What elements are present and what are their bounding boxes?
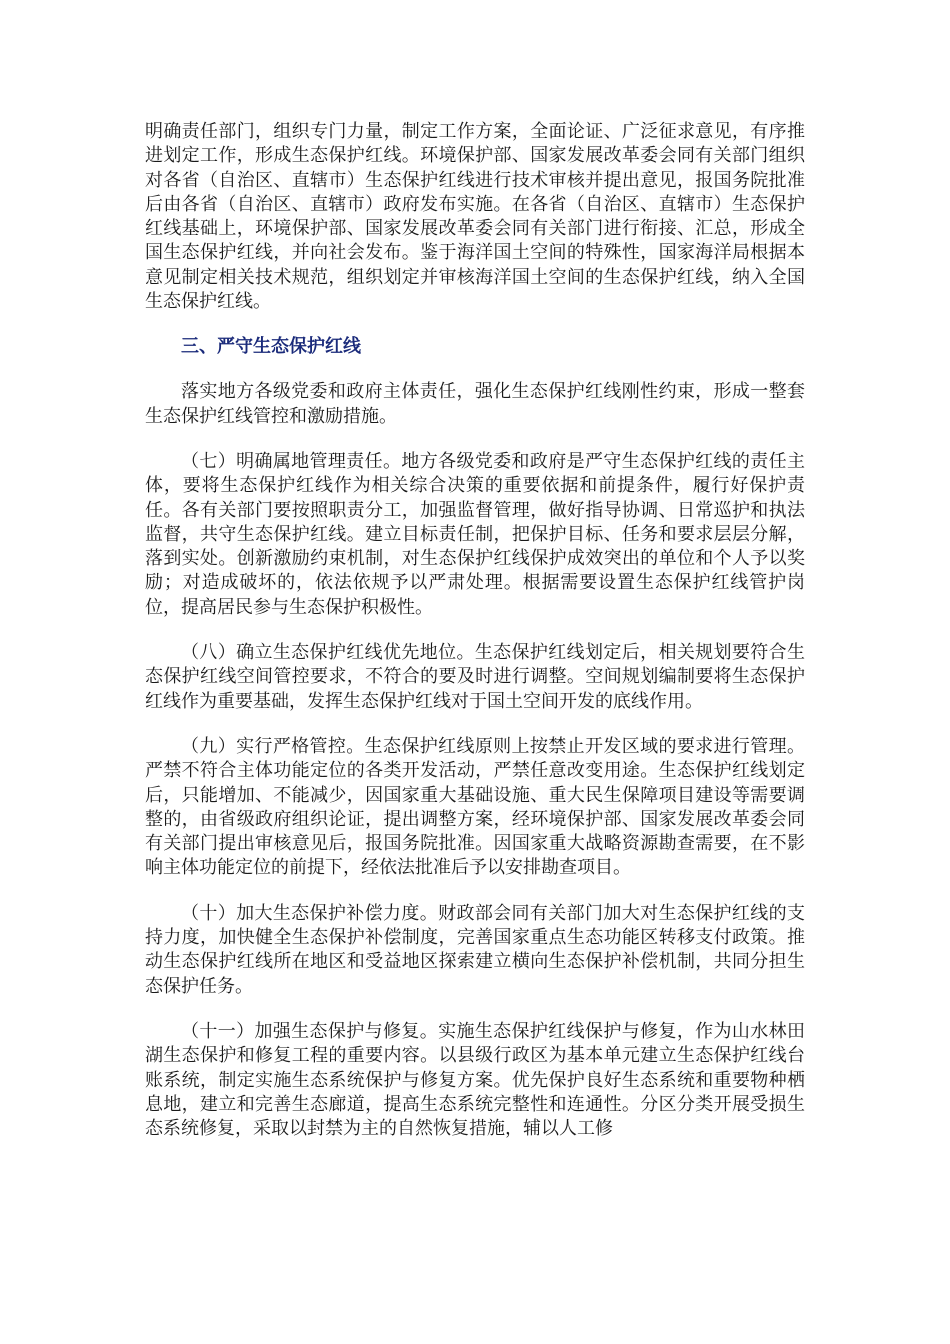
paragraph-section-intro: 落实地方各级党委和政府主体责任，强化生态保护红线刚性约束，形成一整套生态保护红线管控和激励措施。 [145, 381, 805, 427]
paragraph-continuation: 明确责任部门，组织专门力量，制定工作方案，全面论证、广泛征求意见，有序推进划定工作，形成生态保护红线。环境保护部、国家发展改革委会同有关部门组织对各省（自治区、直辖市）生态保护红线进行技术审核并提出意见，报国务院批准后由各省（自治区、直辖市）政府发布实施。在各省（自治区、直辖市）生态保护红线基础上，环境保护部、国家发展改革委会同有关部门进行衔接、汇总，形成全国生态保护红线，并向社会发布。鉴于海洋国土空间的特殊性，国家海洋局根据本意见制定相关技术规范，组织划定并审核海洋国土空间的生态保护红线，纳入全国生态保护红线。 [145, 121, 805, 313]
paragraph-item-nine: （九）实行严格管控。生态保护红线原则上按禁止开发区域的要求进行管理。严禁不符合主体功能定位的各类开发活动，严禁任意改变用途。生态保护红线划定后，只能增加、不能减少，因国家重大基础设施、重大民生保障项目建设等需要调整的，由省级政府组织论证，提出调整方案，经环境保护部、国家发展改革委会同有关部门提出审核意见后，报国务院批准。因国家重大战略资源勘查需要，在不影响主体功能定位的前提下，经依法批准后予以安排勘查项目。 [145, 735, 805, 879]
document-page [145, 120, 805, 1141]
paragraph-item-ten: （十）加大生态保护补偿力度。财政部会同有关部门加大对生态保护红线的支持力度，加快健全生态保护补偿制度，完善国家重点生态功能区转移支付政策。推动生态保护红线所在地区和受益地区探索建立横向生态保护补偿机制，共同分担生态保护任务。 [145, 902, 805, 997]
section-heading-three: 三、严守生态保护红线 [181, 336, 361, 358]
paragraph-item-seven: （七）明确属地管理责任。地方各级党委和政府是严守生态保护红线的责任主体，要将生态保护红线作为相关综合决策的重要依据和前提条件，履行好保护责任。各有关部门要按照职责分工，加强监督管理，做好指导协调、日常巡护和执法监督，共守生态保护红线。建立目标责任制，把保护目标、任务和要求层层分解，落到实处。创新激励约束机制，对生态保护红线保护成效突出的单位和个人予以奖励；对造成破坏的，依法依规予以严肃处理。根据需要设置生态保护红线管护岗位，提高居民参与生态保护积极性。 [145, 450, 805, 618]
paragraph-item-eleven: （十一）加强生态保护与修复。实施生态保护红线保护与修复，作为山水林田湖生态保护和修复工程的重要内容。以县级行政区为基本单元建立生态保护红线台账系统，制定实施生态系统保护与修复方案。优先保护良好生态系统和重要物种栖息地，建立和完善生态廊道，提高生态系统完整性和连通性。分区分类开展受损生态系统修复，采取以封禁为主的自然恢复措施，辅以人工修 [145, 1020, 805, 1140]
paragraph-item-eight: （八）确立生态保护红线优先地位。生态保护红线划定后，相关规划要符合生态保护红线空间管控要求，不符合的要及时进行调整。空间规划编制要将生态保护红线作为重要基础，发挥生态保护红线对于国土空间开发的底线作用。 [145, 642, 805, 712]
